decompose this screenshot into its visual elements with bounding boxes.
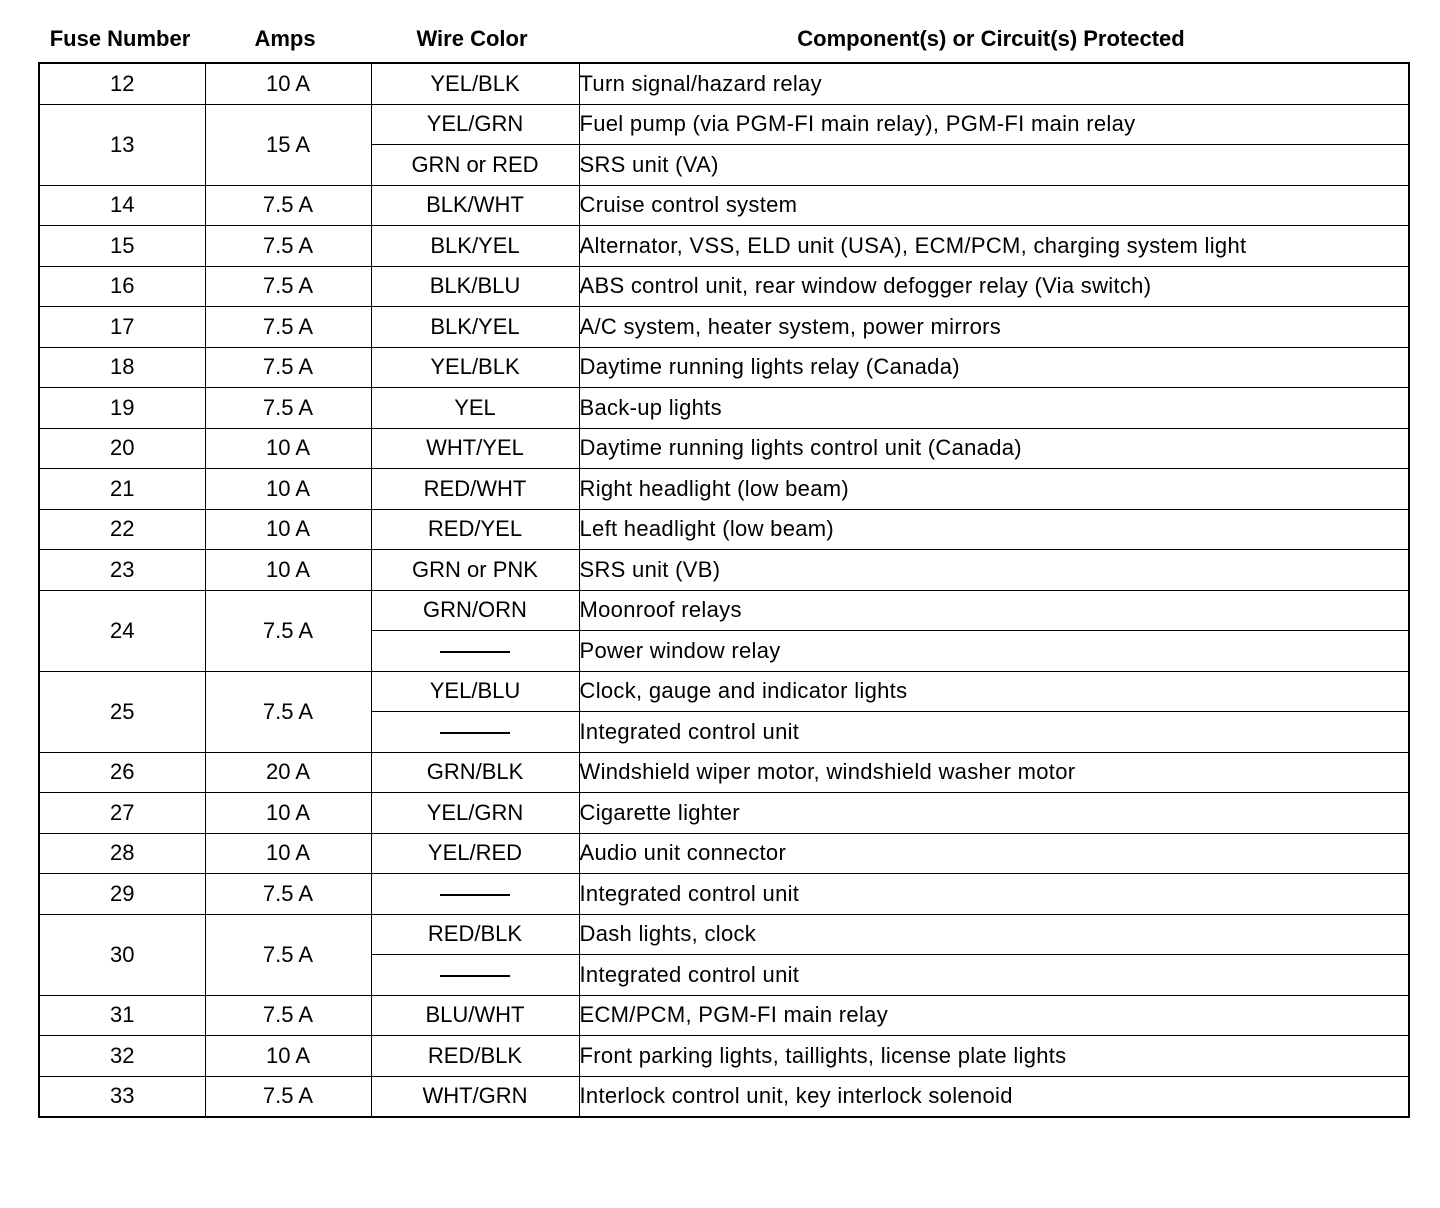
wire-color-cell: GRN or PNK — [371, 550, 579, 591]
component-cell: Front parking lights, taillights, license plate lights — [579, 1036, 1409, 1077]
amps-cell: 7.5 A — [205, 590, 371, 671]
component-cell: Right headlight (low beam) — [579, 469, 1409, 510]
table-row — [39, 752, 1409, 793]
amps-cell: 10 A — [205, 550, 371, 591]
fuse-number-cell: 33 — [39, 1076, 205, 1117]
component-cell: Daytime running lights control unit (Canada) — [579, 428, 1409, 469]
table-row — [39, 833, 1409, 874]
wire-color-cell: BLK/BLU — [371, 266, 579, 307]
fuse-number-cell: 21 — [39, 469, 205, 510]
fuse-number-cell: 13 — [39, 104, 205, 185]
wire-color-cell — [371, 874, 579, 915]
component-cell: Cruise control system — [579, 185, 1409, 226]
fuse-number-cell: 31 — [39, 995, 205, 1036]
wire-color-cell: RED/BLK — [371, 1036, 579, 1077]
wire-color-cell: WHT/YEL — [371, 428, 579, 469]
wire-color-cell: GRN/ORN — [371, 590, 579, 631]
amps-cell: 10 A — [205, 509, 371, 550]
component-cell: Moonroof relays — [579, 590, 1409, 631]
wire-color-cell: RED/WHT — [371, 469, 579, 510]
amps-cell: 10 A — [205, 833, 371, 874]
amps-cell: 10 A — [205, 793, 371, 834]
wire-color-cell: GRN or RED — [371, 145, 579, 186]
wire-color-cell: YEL/BLK — [371, 347, 579, 388]
table-row — [39, 874, 1409, 915]
amps-cell: 10 A — [205, 428, 371, 469]
wire-color-cell: YEL/BLU — [371, 671, 579, 712]
component-cell: Left headlight (low beam) — [579, 509, 1409, 550]
component-cell: Interlock control unit, key interlock solenoid — [579, 1076, 1409, 1117]
table-row — [39, 1036, 1409, 1077]
fuse-number-cell: 15 — [39, 226, 205, 267]
no-wire-dash — [440, 894, 510, 896]
fuse-number-cell: 18 — [39, 347, 205, 388]
wire-color-cell: BLK/YEL — [371, 226, 579, 267]
table-row — [39, 307, 1409, 348]
fuse-number-cell: 24 — [39, 590, 205, 671]
amps-cell: 10 A — [205, 1036, 371, 1077]
component-cell: Cigarette lighter — [579, 793, 1409, 834]
fuse-number-cell: 19 — [39, 388, 205, 429]
component-cell: Power window relay — [579, 631, 1409, 672]
component-cell: Dash lights, clock — [579, 914, 1409, 955]
fuse-number-cell: 26 — [39, 752, 205, 793]
wire-color-cell: GRN/BLK — [371, 752, 579, 793]
table-row — [39, 995, 1409, 1036]
wire-color-cell: RED/BLK — [371, 914, 579, 955]
header-fuse-number: Fuse Number — [49, 26, 191, 51]
table-header — [38, 22, 1406, 56]
table-row — [39, 793, 1409, 834]
amps-cell: 7.5 A — [205, 307, 371, 348]
component-cell: Turn signal/hazard relay — [579, 63, 1409, 104]
wire-color-cell: YEL/GRN — [371, 793, 579, 834]
component-cell: Audio unit connector — [579, 833, 1409, 874]
amps-cell: 7.5 A — [205, 995, 371, 1036]
fuse-number-cell: 17 — [39, 307, 205, 348]
amps-cell: 10 A — [205, 63, 371, 104]
table-row — [39, 388, 1409, 429]
amps-cell: 7.5 A — [205, 266, 371, 307]
table-row — [39, 428, 1409, 469]
no-wire-dash — [440, 732, 510, 734]
amps-cell: 10 A — [205, 469, 371, 510]
wire-color-cell: YEL/BLK — [371, 63, 579, 104]
amps-cell: 7.5 A — [205, 347, 371, 388]
component-cell: Back-up lights — [579, 388, 1409, 429]
component-cell: Fuel pump (via PGM-FI main relay), PGM-FI main relay — [579, 104, 1409, 145]
table-row — [39, 347, 1409, 388]
table-row — [39, 509, 1409, 550]
component-cell: Integrated control unit — [579, 874, 1409, 915]
wire-color-cell: YEL/RED — [371, 833, 579, 874]
table-row — [39, 671, 1409, 712]
header-wire-color: Wire Color — [416, 26, 528, 51]
table-row — [39, 1076, 1409, 1117]
wire-color-cell: YEL/GRN — [371, 104, 579, 145]
table-row — [39, 185, 1409, 226]
fuse-number-cell: 28 — [39, 833, 205, 874]
wire-color-cell: YEL — [371, 388, 579, 429]
table-row — [39, 550, 1409, 591]
component-cell: Integrated control unit — [579, 712, 1409, 753]
amps-cell: 7.5 A — [205, 185, 371, 226]
component-cell: Clock, gauge and indicator lights — [579, 671, 1409, 712]
amps-cell: 7.5 A — [205, 671, 371, 752]
wire-color-cell: WHT/GRN — [371, 1076, 579, 1117]
fuse-number-cell: 14 — [39, 185, 205, 226]
component-cell: Daytime running lights relay (Canada) — [579, 347, 1409, 388]
amps-cell: 7.5 A — [205, 1076, 371, 1117]
fuse-number-cell: 30 — [39, 914, 205, 995]
header-amps: Amps — [254, 26, 316, 51]
amps-cell: 7.5 A — [205, 874, 371, 915]
component-cell: SRS unit (VA) — [579, 145, 1409, 186]
table-row — [39, 63, 1409, 104]
wire-color-cell: RED/YEL — [371, 509, 579, 550]
fuse-number-cell: 16 — [39, 266, 205, 307]
component-cell: Integrated control unit — [579, 955, 1409, 996]
amps-cell: 20 A — [205, 752, 371, 793]
amps-cell: 7.5 A — [205, 914, 371, 995]
fuse-number-cell: 29 — [39, 874, 205, 915]
wire-color-cell: BLK/WHT — [371, 185, 579, 226]
fuse-number-cell: 12 — [39, 63, 205, 104]
component-cell: SRS unit (VB) — [579, 550, 1409, 591]
fuse-number-cell: 20 — [39, 428, 205, 469]
fuse-table-body — [39, 63, 1409, 1117]
fuse-table — [38, 62, 1410, 1118]
wire-color-cell — [371, 631, 579, 672]
component-cell: Windshield wiper motor, windshield washer motor — [579, 752, 1409, 793]
table-row — [39, 914, 1409, 955]
table-row — [39, 469, 1409, 510]
amps-cell: 7.5 A — [205, 226, 371, 267]
wire-color-cell: BLU/WHT — [371, 995, 579, 1036]
fuse-number-cell: 23 — [39, 550, 205, 591]
wire-color-cell — [371, 955, 579, 996]
header-components: Component(s) or Circuit(s) Protected — [797, 26, 1185, 51]
no-wire-dash — [440, 975, 510, 977]
table-row — [39, 104, 1409, 145]
table-row — [39, 590, 1409, 631]
table-row — [39, 266, 1409, 307]
wire-color-cell — [371, 712, 579, 753]
fuse-number-cell: 32 — [39, 1036, 205, 1077]
fuse-number-cell: 22 — [39, 509, 205, 550]
component-cell: Alternator, VSS, ELD unit (USA), ECM/PCM, charging system light — [579, 226, 1409, 267]
component-cell: A/C system, heater system, power mirrors — [579, 307, 1409, 348]
amps-cell: 7.5 A — [205, 388, 371, 429]
wire-color-cell: BLK/YEL — [371, 307, 579, 348]
fuse-number-cell: 25 — [39, 671, 205, 752]
component-cell: ABS control unit, rear window defogger relay (Via switch) — [579, 266, 1409, 307]
table-row — [39, 226, 1409, 267]
amps-cell: 15 A — [205, 104, 371, 185]
component-cell: ECM/PCM, PGM-FI main relay — [579, 995, 1409, 1036]
fuse-number-cell: 27 — [39, 793, 205, 834]
no-wire-dash — [440, 651, 510, 653]
